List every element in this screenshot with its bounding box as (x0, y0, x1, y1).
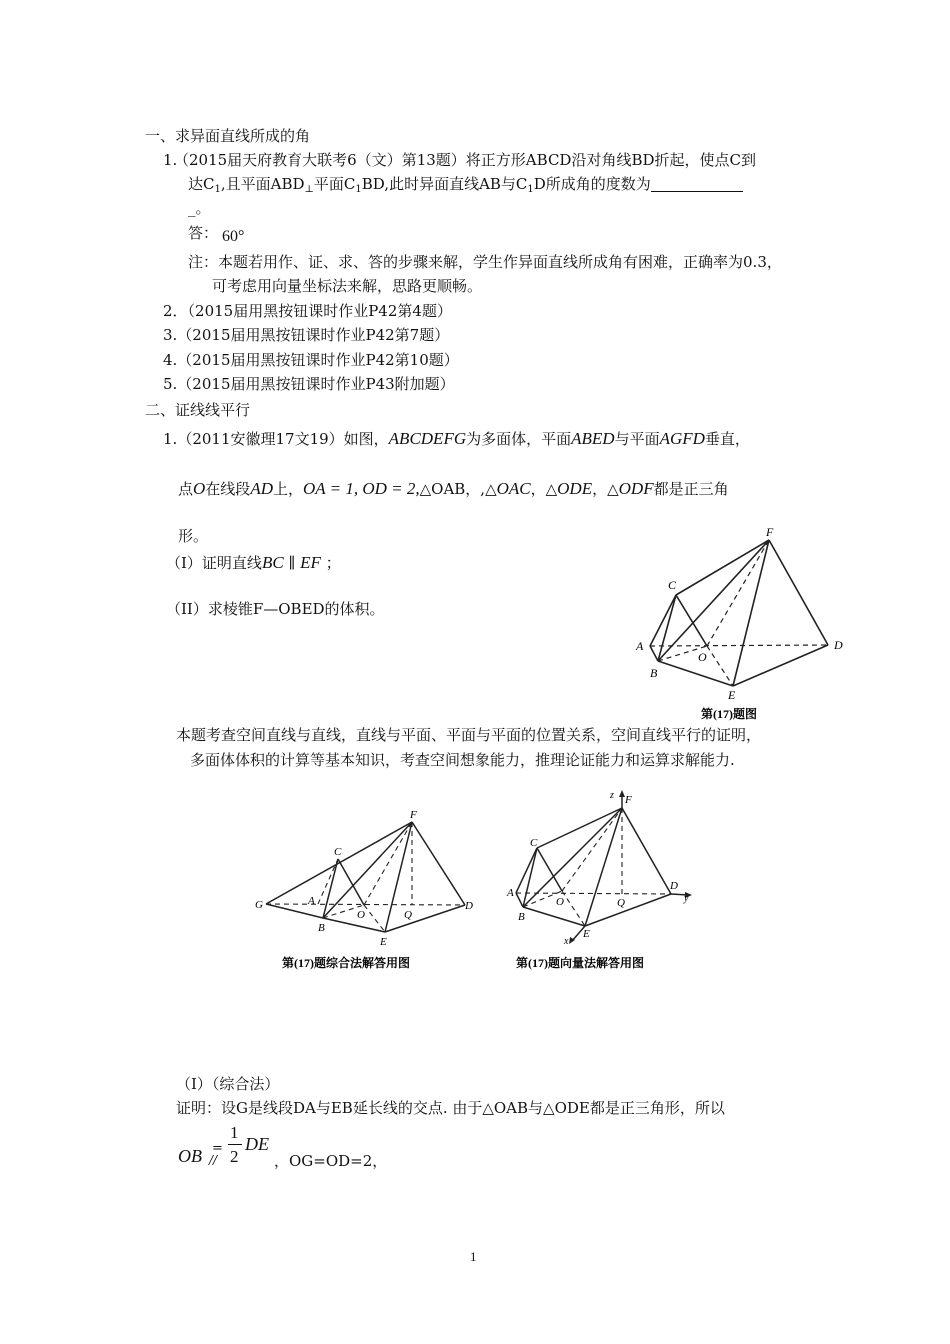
problem-line3: 形。 (178, 527, 209, 545)
answer-value: 60° (222, 228, 245, 245)
fig1-caption: 第(17)题图 (701, 707, 757, 721)
section2-heading: 二、证线线平行 (145, 401, 251, 419)
fig2-label-A: A (308, 895, 315, 907)
fig2-caption: 第(17)题综合法解答用图 (282, 956, 410, 970)
description-line2: 多面体体积的计算等基本知识，考查空间想象能力，推理论证能力和运算求解能力. (190, 751, 735, 769)
q1-text: （2015届天府教育大联考6（文）第13题）将正方形ABCD沿对角线BD折起，使点C到 (174, 151, 756, 169)
fig3-label-O: O (556, 896, 564, 908)
formula-OB: OB (178, 1146, 202, 1166)
q1-blank-end: _。 (188, 199, 211, 217)
fig3-label-Q: Q (617, 897, 625, 909)
formula-equal-sign: = (212, 1141, 223, 1156)
problem-line1: 1.（2011安徽理17文19）如图，ABCDEFG为多面体，平面ABED与平面AGFD垂直， (163, 429, 750, 448)
fig1-label-C: C (668, 578, 677, 592)
part2: （II）求棱锥F—OBED的体积。 (166, 600, 385, 618)
fig2-label-E: E (380, 936, 387, 948)
part1: （Ⅰ）证明直线BC ∥ EF ； (166, 553, 341, 572)
fig3-label-x: x (564, 936, 569, 947)
note-line1: 注：本题若用作、证、求、答的步骤来解，学生作异面直线所成角有困难，正确率为0.3， (188, 253, 782, 271)
fig3-caption: 第(17)题向量法解答用图 (516, 956, 644, 970)
note-line2: 可考虑用向量坐标法来解，思路更顺畅。 (212, 277, 483, 295)
fig3-label-D: D (670, 880, 678, 892)
fig3-label-z: z (610, 790, 614, 801)
fig1-label-D: D (834, 638, 843, 652)
fig1-label-B: B (650, 666, 658, 680)
fraction-denominator: 2 (230, 1147, 239, 1166)
page-number: 1 (470, 1249, 477, 1264)
section1-heading: 一、求异面直线所成的角 (145, 127, 311, 145)
fig2-label-Q: Q (404, 909, 412, 921)
q1-number: 1. (163, 151, 178, 169)
solution-heading: （I）（综合法） (176, 1075, 280, 1093)
solution-line1: 证明：设G是线段DA与EB延长线的交点. 由于△OAB与△ODE都是正三角形，所以 (176, 1099, 725, 1117)
solution-formula (178, 1122, 388, 1172)
figure-vector-method (506, 786, 702, 976)
q1-text-line2: 达$C_1$,且平面$ABD_\perp$平面$C_1BD$,此时异面直线AB与$C_1D$所成角的度数为 (188, 175, 743, 196)
fig1-label-E: E (728, 688, 736, 702)
fig2-label-O: O (357, 909, 365, 921)
formula-tail: ，OG=OD=2， (274, 1152, 388, 1170)
fig2-label-F: F (410, 809, 417, 821)
answer-label: 答： (188, 224, 219, 242)
fig2-label-D: D (465, 900, 473, 912)
fig1-label-A: A (636, 639, 644, 653)
fraction-bar (228, 1144, 242, 1145)
fig3-label-E: E (583, 928, 590, 940)
formula-parallel-sign: // (209, 1153, 218, 1167)
q5: 5.（2015届用黑按钮课时作业P43附加题） (163, 375, 455, 393)
fig1-label-O: O (698, 650, 707, 664)
answer-blank (651, 176, 743, 192)
fig3-label-B: B (518, 911, 525, 923)
fig2-label-G: G (255, 899, 263, 911)
figure-synthetic-method (252, 805, 482, 975)
fig2-label-B: B (318, 922, 325, 934)
fig1-label-F: F (766, 525, 774, 539)
fraction-numerator: 1 (230, 1123, 239, 1142)
fig3-label-C: C (530, 837, 538, 849)
fig2-label-C: C (334, 846, 342, 858)
problem-line2: 点O在线段AD上，OA = 1, OD = 2,△OAB，,△OAC，△ODE，△ODF都是正三角 (178, 479, 729, 498)
q4: 4.（2015届用黑按钮课时作业P42第10题） (163, 351, 459, 369)
q3: 3.（2015届用黑按钮课时作业P42第7题） (163, 326, 450, 344)
fig3-label-F: F (625, 794, 632, 806)
figure-polyhedron (628, 522, 853, 727)
formula-DE: DE (245, 1134, 269, 1154)
fig3-label-A: A (507, 887, 514, 899)
q2: 2．（2015届用黑按钮课时作业P42第4题） (163, 302, 452, 320)
description-line1: 本题考查空间直线与直线，直线与平面、平面与平面的位置关系，空间直线平行的证明， (176, 726, 762, 744)
fig3-label-y: y (684, 893, 689, 904)
